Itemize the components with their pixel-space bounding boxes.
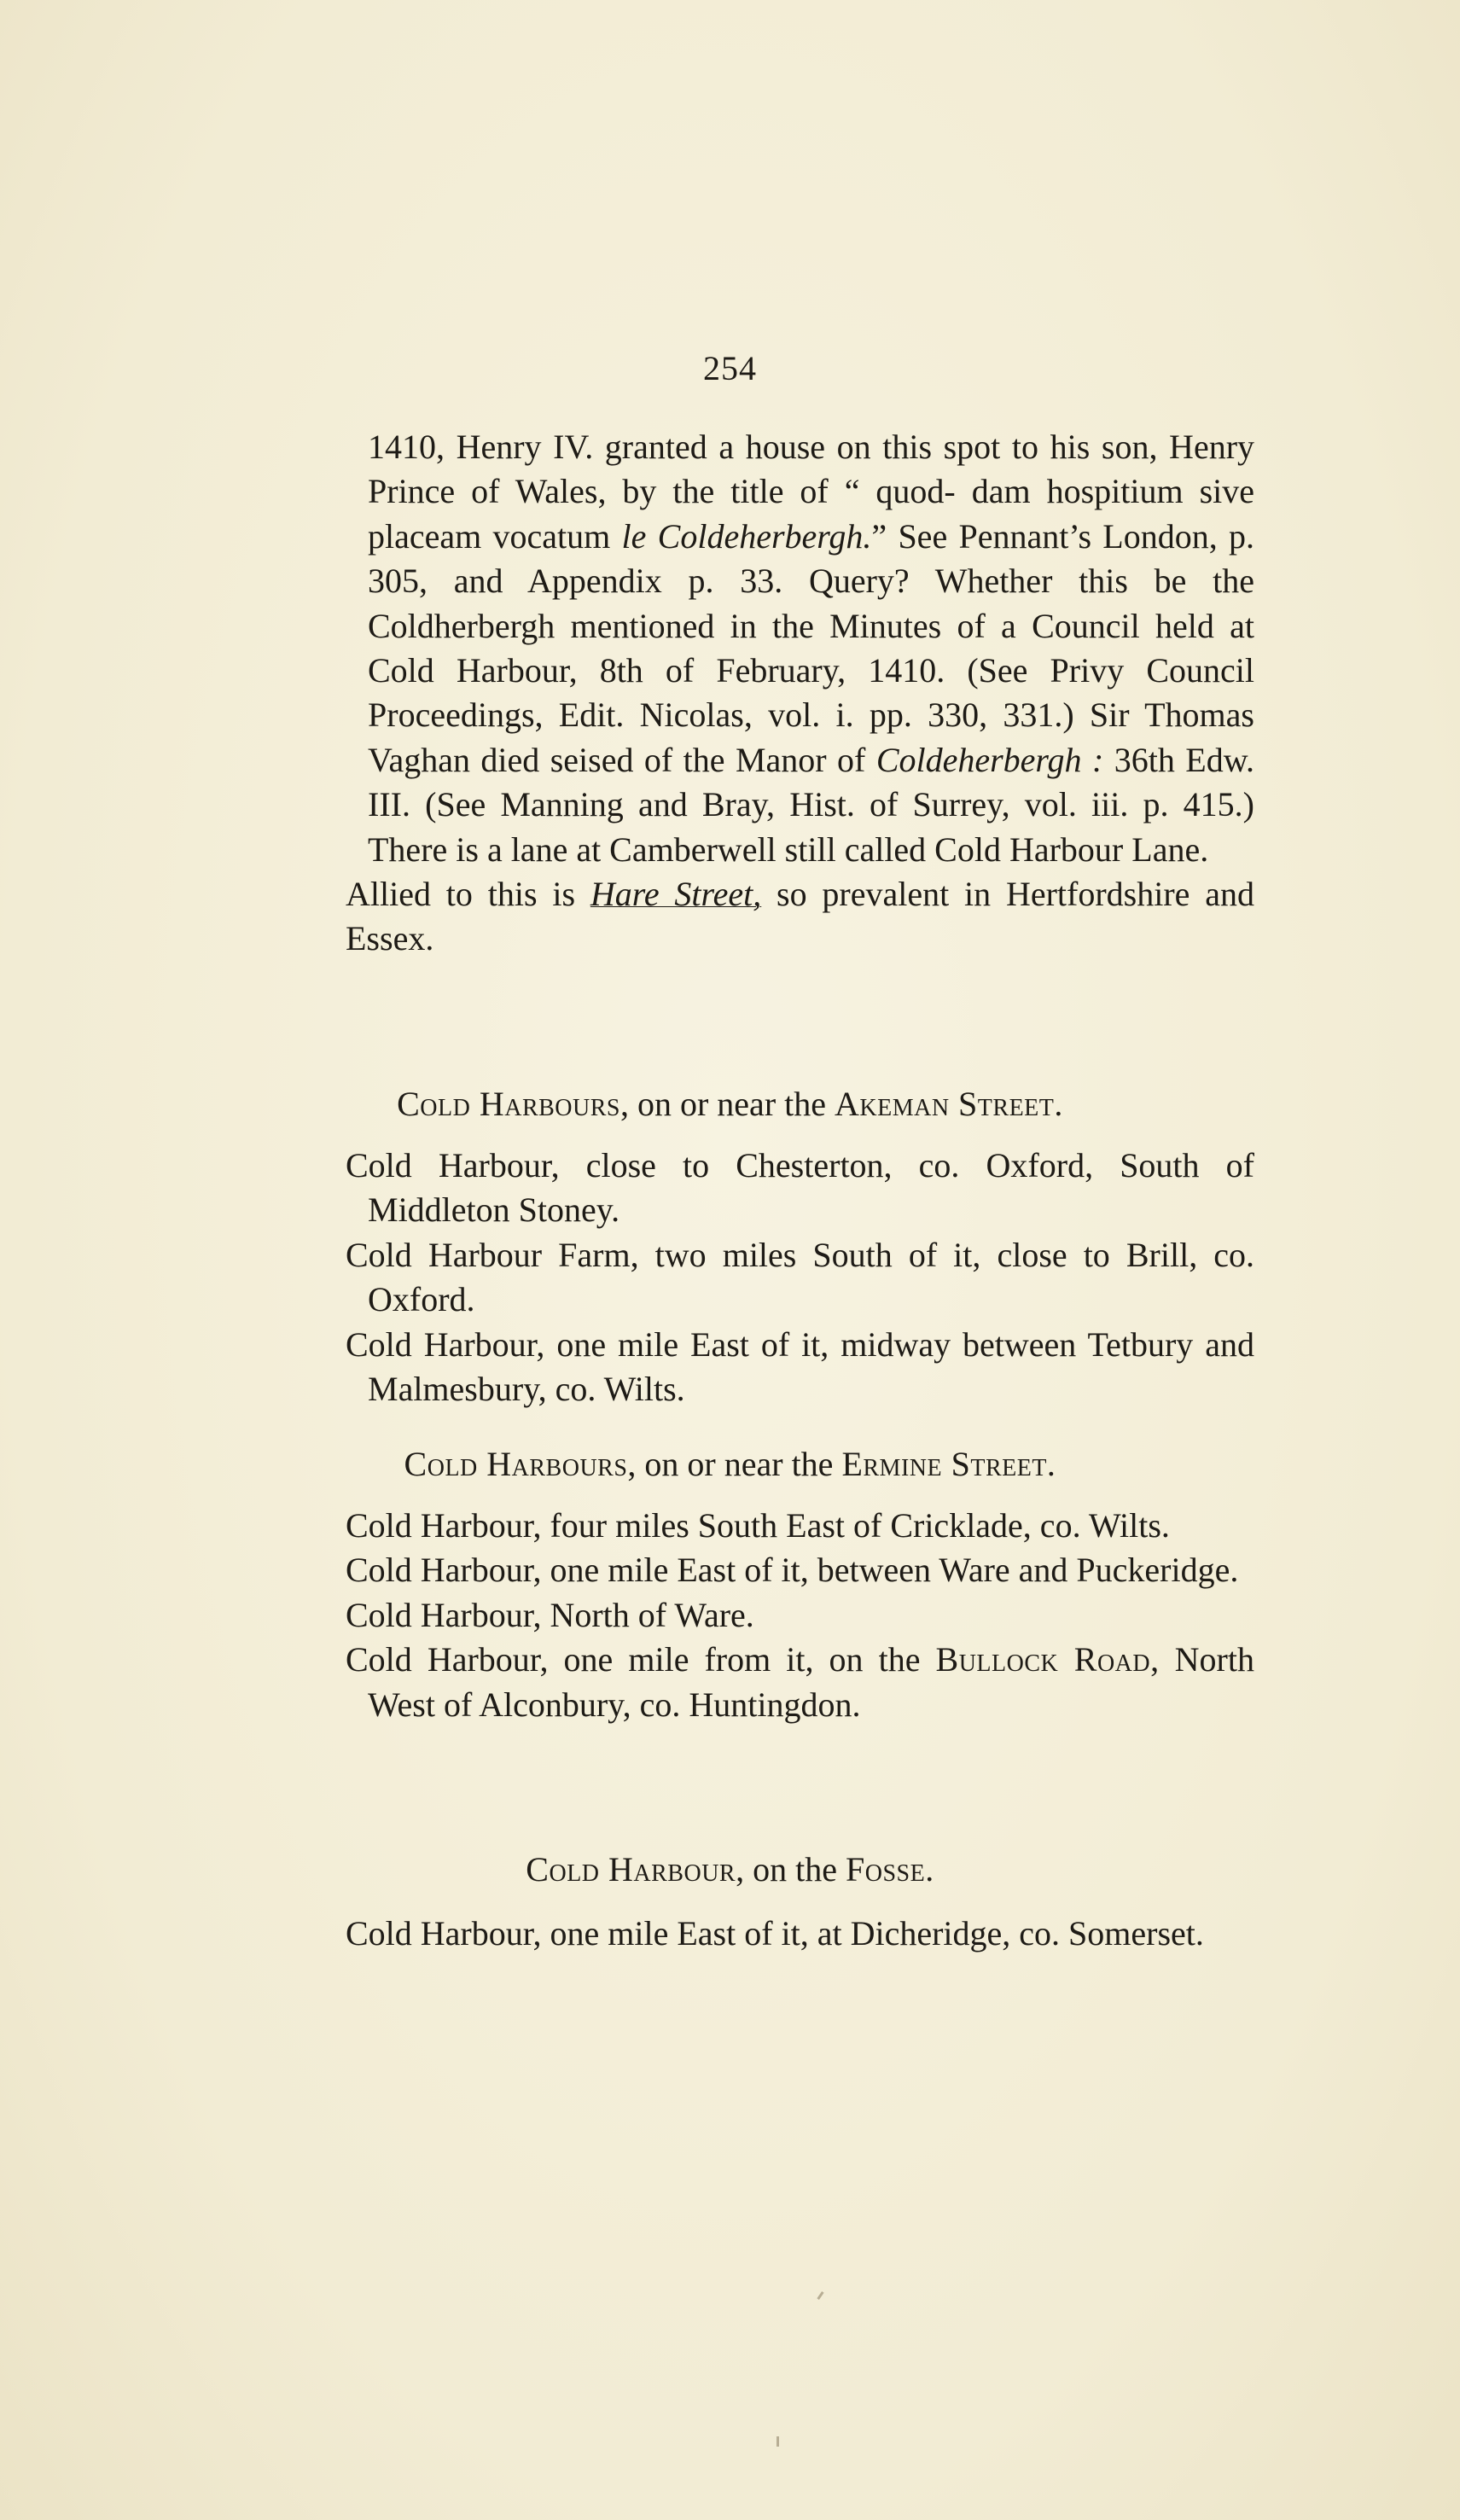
entry-sc: Bullock Road, — [935, 1640, 1160, 1679]
allied-italic: Hare Street, — [590, 875, 762, 914]
section-heading-fosse — [0, 1848, 1460, 1892]
entry: Cold Harbour, one mile East of it, midway between Tetbury and Malmesbury, co. Wilts. — [346, 1324, 1254, 1409]
section-heading-akeman — [0, 1082, 1460, 1126]
allied-pre: Allied to this is — [346, 875, 590, 914]
entry: Cold Harbour, one mile East of it, between Ware and Puckeridge. — [346, 1551, 1239, 1590]
page-number: 254 — [703, 349, 757, 387]
allied-post: so prevalent in Hertfordshire and Essex. — [346, 875, 1254, 958]
heading-mid: , on the — [736, 1850, 846, 1889]
entry: Cold Harbour, four miles South East of Cricklade, co. Wilts. — [346, 1506, 1170, 1545]
section-heading-ermine — [0, 1442, 1460, 1487]
intro-line-1: 1410, Henry IV. granted a house on this spot to his — [368, 428, 1091, 466]
heading-sc2: Akeman Street. — [835, 1085, 1063, 1123]
intro-line-2: son, Henry Prince of Wales, by the title of “ quod- — [368, 428, 1255, 511]
page-speck — [777, 2436, 779, 2447]
heading-sc1: Cold Harbours — [404, 1445, 628, 1483]
entry-post: North West of Alconbury, co. Huntingdon. — [368, 1640, 1254, 1724]
page-speck — [817, 2291, 823, 2300]
entry-pre: Cold Harbour, one mile from it, on the — [346, 1640, 936, 1679]
intro-italic-term: le Coldeherbergh. — [621, 516, 872, 556]
section-entries-ermine — [346, 1504, 1254, 1727]
heading-mid: , on or near the — [627, 1445, 842, 1483]
heading-sc2: Ermine Street. — [841, 1445, 1056, 1483]
heading-sc1: Cold Harbours — [397, 1085, 620, 1123]
intro-body: See Pennant’s London, p. 305, and Appendix p. 33. Query? Whether this be the Coldherbergh mentioned in the Minutes of a Council held at Cold Harbour, 8th of February, 1410. (See Privy Council Proceedings, Edit. Nicolas, vol. i. pp. 330, 331.) Sir Thomas Vaghan died seised of the Manor of — [368, 516, 1255, 779]
entry: Cold Harbour, close to Chesterton, co. Oxford, South of Middleton Stoney. — [346, 1146, 1254, 1230]
intro-line-3: dam hospitium sive placeam vocatum — [368, 472, 1255, 556]
intro-paragraph — [346, 425, 1254, 962]
intro-body-tail: 36th Edw. III. (See Manning and Bray, Hist. of Surrey, vol. iii. p. 415.) There is a lane at Camberwell still called Cold Harbour Lane. — [368, 740, 1254, 869]
entry: Cold Harbour, one mile East of it, at Dicheridge, co. Somerset. — [346, 1914, 1204, 1953]
section-entries-akeman — [346, 1144, 1254, 1411]
entry: Cold Harbour, North of Ware. — [346, 1595, 754, 1634]
intro-line — [346, 425, 1254, 872]
entry: Cold Harbour Farm, two miles South of it, close to Brill, co. Oxford. — [346, 1235, 1254, 1319]
heading-mid: , on or near the — [619, 1085, 835, 1123]
section-entries-fosse — [346, 1912, 1254, 1956]
intro-close-quote: ” — [871, 516, 887, 556]
heading-sc2: Fosse. — [845, 1850, 934, 1889]
heading-sc1: Cold Harbour — [526, 1850, 736, 1889]
intro-italic-manor: Coldeherbergh : — [875, 740, 1104, 779]
entry — [346, 1638, 1254, 1727]
allied-line — [346, 872, 1254, 962]
